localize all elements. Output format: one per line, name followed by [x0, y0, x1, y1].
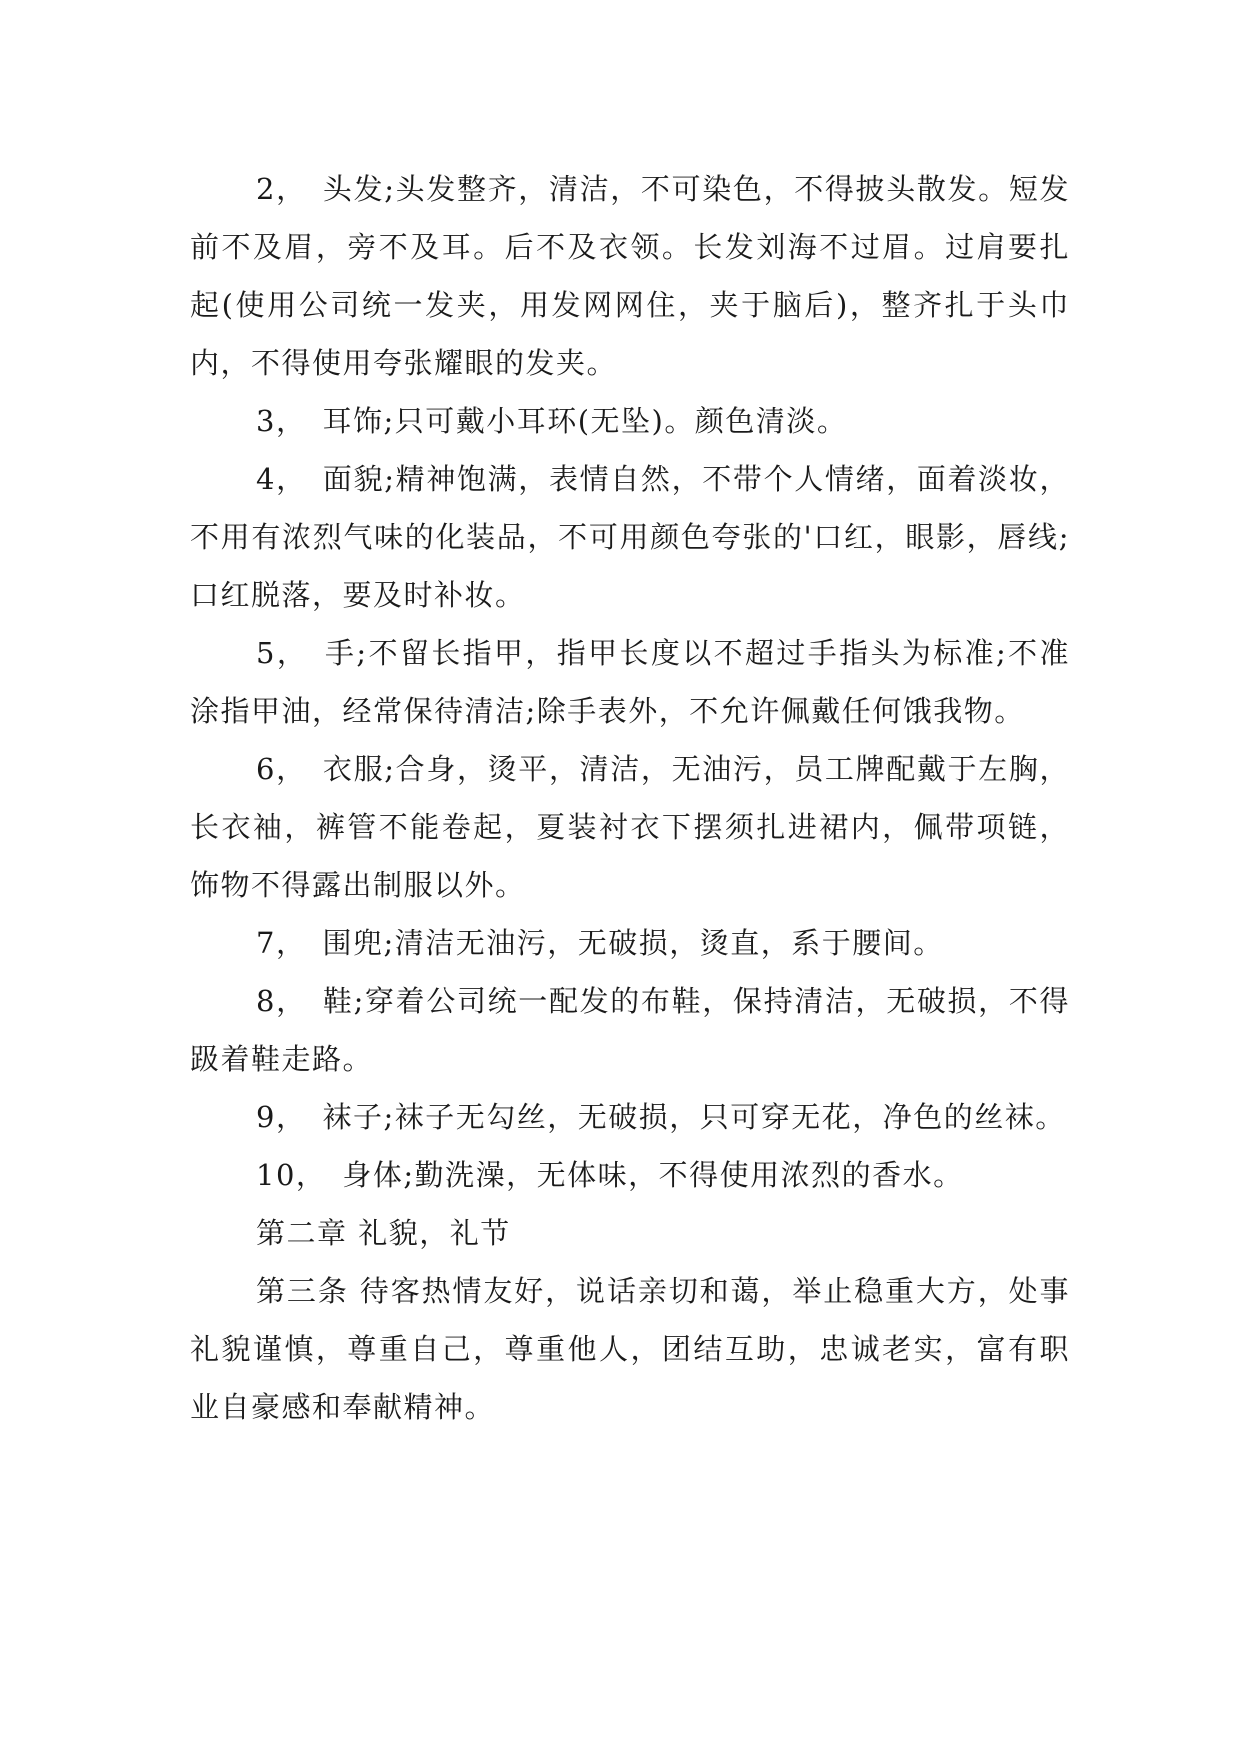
paragraph-earrings: 3， 耳饰;只可戴小耳环(无坠)。颜色清淡。: [256, 404, 848, 438]
paragraph-socks: 9， 袜子;袜子无勾丝，无破损，只可穿无花，净色的丝袜。: [256, 1100, 1066, 1134]
paragraph-clothing: 6， 衣服;合身，烫平，清洁，无油污，员工牌配戴于左胸，长衣袖，裤管不能卷起，夏装衬衣下摆须扎进裙内，佩带项链，饰物不得露出制服以外。: [190, 752, 1070, 902]
paragraph-apron: 7， 围兜;清洁无油污，无破损，烫直，系于腰间。: [256, 926, 944, 960]
paragraph-hair: 2， 头发;头发整齐，清洁，不可染色，不得披头散发。短发前不及眉，旁不及耳。后不及衣领。长发刘海不过眉。过肩要扎起(使用公司统一发夹，用发网网住，夹于脑后)，整齐扎于头巾内，不得使用夸张耀眼的发夹。: [190, 172, 1070, 380]
paragraph-appearance: 4， 面貌;精神饱满，表情自然，不带个人情绪，面着淡妆，不用有浓烈气味的化装品，不可用颜色夸张的'口红，眼影，唇线;口红脱落，要及时补妆。: [190, 462, 1070, 612]
paragraph-shoes: 8， 鞋;穿着公司统一配发的布鞋，保持清洁，无破损，不得趿着鞋走路。: [190, 984, 1070, 1076]
paragraph-hands: 5， 手;不留长指甲，指甲长度以不超过手指头为标准;不准涂指甲油，经常保待清洁;除手表外，不允许佩戴任何饿我物。: [190, 636, 1070, 728]
paragraph-article-three: 第三条 待客热情友好，说话亲切和蔼，举止稳重大方，处事礼貌谨慎，尊重自己，尊重他人，团结互助，忠诚老实，富有职业自豪感和奉献精神。: [190, 1274, 1070, 1424]
chapter-heading: 第二章 礼貌，礼节: [256, 1216, 511, 1250]
paragraph-body: 10， 身体;勤洗澡，无体味，不得使用浓烈的香水。: [256, 1158, 964, 1192]
document-body: [190, 160, 1070, 1436]
